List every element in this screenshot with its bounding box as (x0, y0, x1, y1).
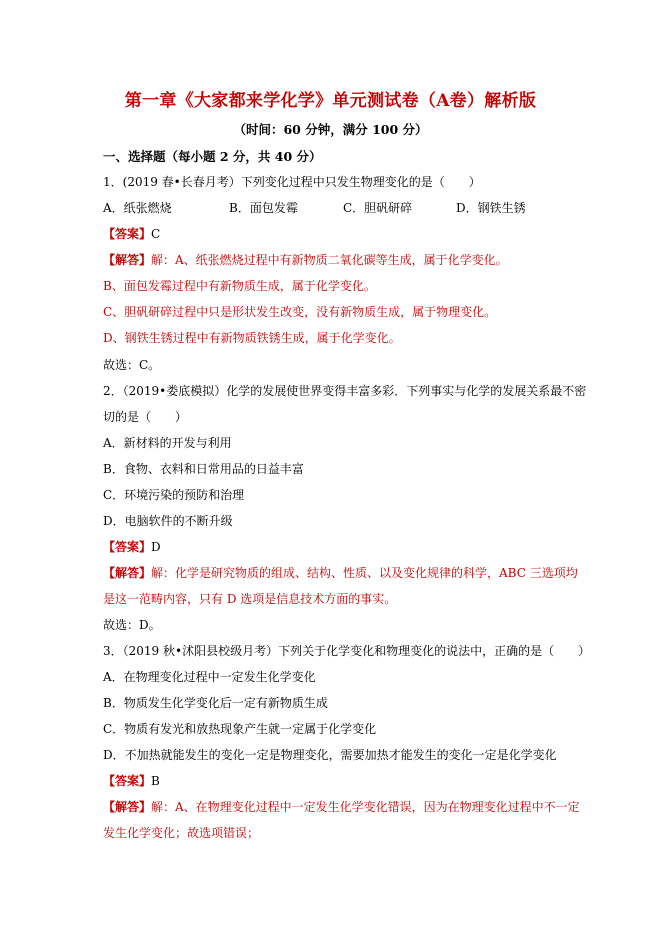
q1-option-b: B．面包发霉 (229, 201, 298, 215)
answer-value: B (151, 774, 160, 788)
q2-option-b: B．食物、衣料和日常用品的日益丰富 (103, 462, 304, 476)
q2-option-a: A．新材料的开发与利用 (103, 436, 232, 450)
answer-tag: 【答案】 (103, 227, 152, 241)
q3-answer (103, 772, 160, 789)
question-3-stem: 3．（2019 秋•沭阳县校级月考）下列关于化学变化和物理变化的说法中，正确的是（ ） (103, 644, 591, 658)
answer-tag: 【答案】 (103, 774, 152, 788)
answer-value: D (151, 540, 161, 554)
q3-option-c: C．物质有发光和放热现象产生就一定属于化学变化 (103, 722, 377, 736)
q3-analysis-line (103, 798, 580, 815)
q1-option-a: A．纸张燃烧 (103, 201, 172, 215)
q2-option-c: C．环境污染的预防和治理 (103, 488, 245, 502)
q1-analysis-line (103, 251, 508, 268)
section-heading: 一、选择题（每小题 2 分，共 40 分） (103, 149, 322, 164)
analysis-tag: 【解答】 (103, 800, 152, 814)
q2-option-d: D．电脑软件的不断升级 (103, 514, 233, 528)
q2-analysis-line (103, 564, 578, 581)
q3-option-b: B．物质发生化学变化后一定有新物质生成 (103, 696, 328, 710)
q2-analysis-line: 是这一范畴内容，只有 D 选项是信息技术方面的事实。 (103, 592, 397, 606)
analysis-text: 解：A、纸张燃烧过程中有新物质二氧化碳等生成，属于化学变化。 (151, 253, 508, 267)
q3-analysis-line: 发生化学变化；故选项错误； (103, 826, 260, 840)
q1-analysis-line: D、钢铁生锈过程中有新物质铁锈生成，属于化学变化。 (103, 331, 401, 345)
q3-option-a: A．在物理变化过程中一定发生化学变化 (103, 670, 316, 684)
question-1-stem: 1．(2019 春•长春月考）下列变化过程中只发生物理变化的是（ ） (103, 175, 481, 189)
question-2-stem: 切的是（ ） (103, 410, 188, 424)
q2-conclusion: 故选：D。 (103, 618, 161, 632)
q1-option-d: D．钢铁生锈 (456, 201, 526, 215)
q1-conclusion: 故选：C。 (103, 358, 161, 372)
q1-analysis-line: B、面包发霉过程中有新物质生成，属于化学变化。 (103, 279, 376, 293)
exam-info: （时间：60 分钟，满分 100 分） (233, 122, 428, 137)
q2-answer (103, 538, 161, 555)
answer-tag: 【答案】 (103, 540, 152, 554)
q1-option-c: C．胆矾研碎 (343, 201, 413, 215)
answer-value: C (151, 227, 161, 241)
q1-answer (103, 225, 160, 242)
q3-option-d: D．不加热就能发生的变化一定是物理变化，需要加热才能发生的变化一定是化学变化 (103, 748, 557, 762)
analysis-text: 解：化学是研究物质的组成、结构、性质、以及变化规律的科学，ABC 三选项均 (151, 566, 578, 580)
question-2-stem: 2．（2019•娄底模拟）化学的发展使世界变得丰富多彩．下列事实与化学的发展关系最不密 (103, 384, 587, 398)
analysis-tag: 【解答】 (103, 566, 152, 580)
analysis-text: 解：A、在物理变化过程中一定发生化学变化错误，因为在物理变化过程中不一定 (151, 800, 580, 814)
analysis-tag: 【解答】 (103, 253, 152, 267)
page-title: 第一章《大家都来学化学》单元测试卷（A卷）解析版 (124, 91, 537, 111)
q1-analysis-line: C、胆矾研碎过程中只是形状发生改变，没有新物质生成，属于物理变化。 (103, 305, 497, 319)
